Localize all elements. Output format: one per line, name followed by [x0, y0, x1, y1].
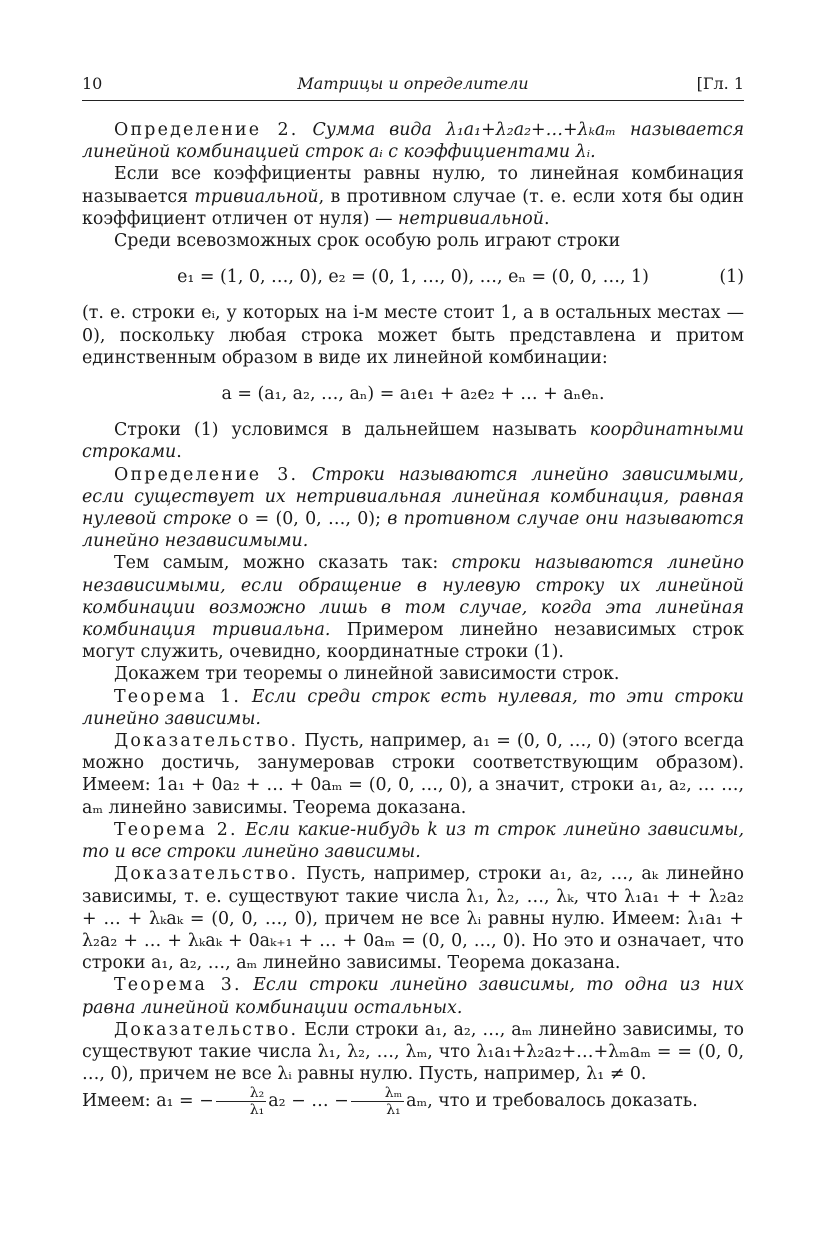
proof-2	[82, 863, 744, 974]
text: Тем самым, можно сказать так:	[114, 553, 452, 574]
text: Строки (1) условимся в дальнейшем называть	[114, 420, 590, 441]
denominator: λ₁	[249, 1102, 265, 1119]
paragraph-prove: Докажем три теоремы о линейной зависимости строк.	[114, 664, 620, 685]
text: Примером линейно независимых строк могут служить, очевидно, координатные строки (1).	[82, 620, 744, 663]
book-page	[82, 72, 744, 1118]
final-text: a₂ − … −	[268, 1091, 349, 1112]
term: координатными строками	[82, 420, 744, 463]
zero-row: o = (0, 0, …, 0);	[237, 509, 381, 530]
period: .	[176, 442, 182, 463]
proof-label: Доказательство.	[114, 1019, 299, 1040]
theorem-text: Если строки линейно зависимы, то одна из них равна линейной комбинации остальных.	[82, 975, 744, 1018]
running-header	[82, 72, 744, 101]
paragraph-coordinate	[82, 419, 744, 463]
definition-text: Строки называются линейно зависимыми, если существует их нетривиальная линейная комбинация, равная нулевой строке	[82, 464, 744, 530]
page-number: 10	[82, 74, 103, 93]
fraction	[216, 1085, 267, 1118]
theorem-label: Теорема 3.	[114, 975, 242, 996]
chapter-label: [Гл. 1	[696, 74, 744, 93]
proof-3	[82, 1019, 744, 1119]
proof-label: Доказательство.	[114, 864, 299, 885]
period: .	[543, 208, 550, 229]
proof-text: Пусть, например, строки a₁, a₂, …, aₖ линейно зависимы, т. е. существуют такие числа λ₁, λ₂, …, λₖ, что λ₁a₁ + + λ₂a₂ + … + λₖaₖ = (0, 0, …, 0), причем не все λᵢ равны нулю. Имеем: λ₁a₁ + λ₂a₂ + … + λₖaₖ + 0aₖ₊₁ + … + 0aₘ = (0, 0, …, 0). Но это и означает, что строки a₁, a₂, …, aₘ линейно зависимы. Теорема доказана.	[82, 864, 744, 974]
definition-text: в противном случае они называются линейно независимыми.	[82, 509, 745, 552]
definition-label: Определение 3.	[114, 464, 299, 485]
fraction	[351, 1085, 404, 1118]
equation-number: (1)	[719, 267, 744, 288]
proof-text: Если строки a₁, a₂, …, aₘ линейно зависимы, то существуют такие числа λ₁, λ₂, …, λₘ, что λ₁a₁+λ₂a₂+…+λₘaₘ = = (0, 0, …, 0), причем не все λᵢ равны нулю. Пусть, например, λ₁ ≠ 0.	[82, 1019, 744, 1085]
proof-1	[82, 730, 744, 819]
proof-label: Доказательство.	[114, 731, 299, 752]
running-title: Матрицы и определители	[297, 74, 529, 93]
theorem-text: Если среди строк есть нулевая, то эти строки линейно зависимы.	[82, 686, 744, 729]
theorem-2	[82, 819, 744, 863]
definition-text: Сумма вида λ₁a₁+λ₂a₂+…+λₖaₘ называется линейной комбинацией строк aᵢ с коэффициентами λᵢ.	[82, 120, 744, 163]
definition-2	[82, 119, 744, 163]
numerator: λ₂	[216, 1085, 267, 1102]
theorem-3	[82, 974, 744, 1018]
theorem-1	[82, 686, 744, 730]
equation-body: a = (a₁, a₂, …, aₙ) = a₁e₁ + a₂e₂ + … + aₙeₙ.	[221, 384, 605, 405]
paragraph-thus	[82, 552, 744, 663]
paragraph-trivial	[82, 163, 744, 230]
text: Если все коэффициенты равны нулю, то линейная комбинация называется	[82, 164, 744, 207]
term: тривиальной	[194, 186, 319, 207]
term: нетривиальной	[398, 208, 544, 229]
theorem-text: Если какие-нибудь k из m строк линейно зависимы, то и все строки линейно зависимы.	[82, 819, 744, 863]
final-text: Имеем: a₁ = −	[82, 1091, 214, 1112]
equation-body: e₁ = (1, 0, …, 0), e₂ = (0, 1, …, 0), …, eₙ = (0, 0, …, 1)	[177, 267, 649, 288]
denominator: λ₁	[386, 1102, 401, 1119]
final-text: aₘ, что и требовалось доказать.	[406, 1091, 698, 1112]
text: , в противном случае (т. е. если хотя бы один коэффициент отличен от нуля) —	[82, 186, 744, 229]
theorem-label: Теорема 1.	[114, 686, 242, 707]
proof-text: Пусть, например, a₁ = (0, 0, …, 0) (этого всегда можно достичь, занумеровав строки соответствующим образом). Имеем: 1a₁ + 0a₂ + … + 0aₘ = (0, 0, …, 0), а значит, строки a₁, a₂, … …, aₘ линейно зависимы. Теорема доказана.	[82, 731, 744, 818]
definition-3	[82, 464, 744, 553]
page-body	[82, 119, 744, 1118]
paragraph-ie: (т. е. строки eᵢ, у которых на i-м месте стоит 1, а в остальных местах — 0), поскольку любая строка может быть представлена и притом единственным образом в виде их линейной комбинации:	[82, 303, 744, 368]
definition-label: Определение 2.	[114, 120, 299, 140]
equation-2	[82, 383, 744, 405]
paragraph-roles: Среди всевозможных срок особую роль играют строки	[114, 231, 621, 252]
italic-text: строки называются линейно независимыми, если обращение в нулевую строку их линейной комбинации возможно лишь в том случае, когда эта линейная комбинация тривиальна.	[82, 553, 744, 641]
numerator: λₘ	[351, 1085, 404, 1102]
theorem-label: Теорема 2.	[114, 819, 238, 840]
equation-1	[82, 266, 744, 288]
